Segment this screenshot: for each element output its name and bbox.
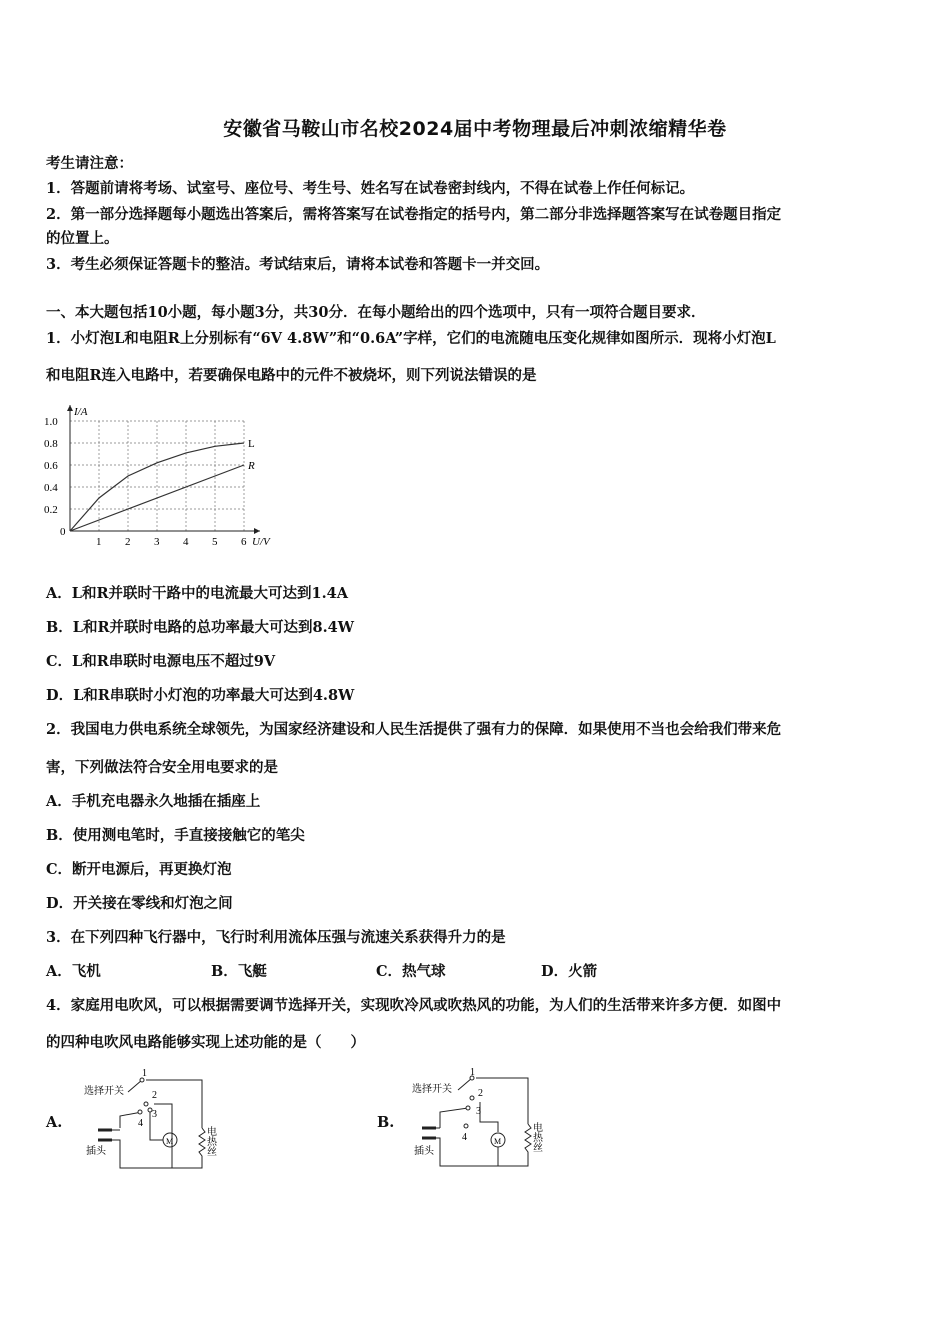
series-label-R: R <box>248 460 255 472</box>
y-tick-label: 0.2 <box>44 504 58 516</box>
x-tick-label: 2 <box>125 536 131 548</box>
wire-top <box>476 1078 528 1124</box>
y-tick-label: 1.0 <box>44 416 58 428</box>
motor-label: M <box>166 1137 174 1146</box>
q2-option-c: C．断开电源后，再更换灯泡 <box>46 861 232 878</box>
contact-2: 2 <box>152 1090 157 1101</box>
plug-label: 插头 <box>414 1146 434 1157</box>
notice-heading: 考生请注意： <box>46 155 133 172</box>
series-label-L: L <box>248 438 255 450</box>
q2-option-a: A．手机充电器永久地插在插座上 <box>46 793 261 810</box>
contact-3: 3 <box>152 1109 157 1120</box>
y-tick-label: 0.4 <box>44 482 58 494</box>
x-tick-label: 5 <box>212 536 218 548</box>
y-axis-label: I/A <box>74 406 88 418</box>
contact-1: 1 <box>142 1068 147 1079</box>
q3-option-b: B．飞艇 <box>211 963 267 980</box>
switch-label: 选择开关 <box>84 1086 124 1097</box>
x-tick-label: 6 <box>241 536 247 548</box>
heater-resistor <box>172 1128 205 1168</box>
plug-wires <box>436 1128 440 1140</box>
q1-option-d: D．L和R串联时小灯泡的功率最大可达到4.8W <box>46 687 355 704</box>
q2-option-d: D．开关接在零线和灯泡之间 <box>46 895 233 912</box>
x-tick-label: 4 <box>183 536 189 548</box>
y-axis-arrow <box>67 405 73 411</box>
notice-item-2: 2．第一部分选择题每小题选出答案后，需将答案写在试卷指定的括号内，第二部分非选择题答案写在试卷题目指定 <box>46 206 782 223</box>
y-tick-label: 0.6 <box>44 460 58 472</box>
q1-iv-chart <box>40 395 270 555</box>
motor-label: M <box>494 1137 502 1146</box>
switch-blade <box>128 1080 142 1092</box>
y-tick-label: 0.8 <box>44 438 58 450</box>
q3-option-a: A．飞机 <box>46 963 101 980</box>
q3-stem: 3．在下列四种飞行器中，飞行时利用流体压强与流速关系获得升力的是 <box>46 929 506 946</box>
q3-option-c: C．热气球 <box>376 963 446 980</box>
section-intro: 一、本大题包括10小题，每小题3分，共30分．在每小题给出的四个选项中，只有一项符合题目要求． <box>46 304 706 321</box>
plug-label: 插头 <box>86 1146 106 1157</box>
q2-stem-line2: 害，下列做法符合安全用电要求的是 <box>46 759 278 776</box>
q4-stem-line1: 4．家庭用电吹风，可以根据需要调节选择开关，实现吹冷风或吹热风的功能，为人们的生活带来许多方便．如图中 <box>46 997 782 1014</box>
x-axis-label: U/V <box>252 536 270 548</box>
contact-4: 4 <box>138 1118 143 1129</box>
heater-label: 电热丝 <box>530 1122 542 1152</box>
contact-3: 3 <box>476 1106 481 1117</box>
plug-wires <box>112 1130 120 1144</box>
x-axis-arrow <box>254 528 260 534</box>
exam-title: 安徽省马鞍山市名校2024届中考物理最后冲刺浓缩精华卷 <box>223 118 727 140</box>
q4-circuit-a-label: A. <box>46 1114 63 1131</box>
notice-item-1: 1．答题前请将考场、试室号、座位号、考生号、姓名写在试卷密封线内，不得在试卷上作任何标记。 <box>46 180 695 197</box>
q4-circuit-b <box>410 1068 560 1178</box>
q1-option-c: C．L和R串联时电源电压不超过9V <box>46 653 276 670</box>
q1-option-a: A．L和R并联时干路中的电流最大可达到1.4A <box>46 585 348 602</box>
notice-item-2-cont: 的位置上。 <box>46 230 119 247</box>
contact-4: 4 <box>462 1132 467 1143</box>
q2-option-b: B．使用测电笔时，手直接接触它的笔尖 <box>46 827 305 844</box>
x-tick-label: 3 <box>154 536 160 548</box>
plug-pins <box>98 1130 112 1140</box>
chart-grid <box>70 421 244 531</box>
x-tick-label: 1 <box>96 536 102 548</box>
q1-stem-line1: 1．小灯泡L和电阻R上分别标有“6V 4.8W”和“0.6A”字样，它们的电流随电压变化规律如图所示．现将小灯泡L <box>46 330 776 347</box>
q1-stem-line2: 和电阻R连入电路中，若要确保电路中的元件不被烧坏，则下列说法错误的是 <box>46 367 537 384</box>
q1-option-b: B．L和R并联时电路的总功率最大可达到8.4W <box>46 619 355 636</box>
chart-labels <box>44 406 271 548</box>
notice-item-3: 3．考生必须保证答题卡的整洁。考试结束后，请将本试卷和答题卡一并交回。 <box>46 256 550 273</box>
wire-bottom-b <box>440 1140 498 1166</box>
q2-stem-line1: 2．我国电力供电系统全球领先，为国家经济建设和人民生活提供了强有力的保障．如果使用不当也会给我们带来危 <box>46 721 782 738</box>
contact-2: 2 <box>478 1088 483 1099</box>
switch-blade <box>458 1078 472 1090</box>
heater-label: 电热丝 <box>204 1126 216 1156</box>
wire-motor <box>150 1134 163 1140</box>
wire-motor-b <box>480 1102 498 1132</box>
plug-pins <box>422 1128 436 1138</box>
q4-circuit-a <box>80 1068 230 1178</box>
switch-label: 选择开关 <box>412 1084 452 1095</box>
q3-option-d: D．火箭 <box>541 963 598 980</box>
contact-1: 1 <box>470 1067 475 1078</box>
origin-label: 0 <box>60 526 66 538</box>
q4-stem-line2: 的四种电吹风电路能够实现上述功能的是（ ） <box>46 1034 365 1051</box>
q4-circuit-b-label: B. <box>377 1114 395 1131</box>
